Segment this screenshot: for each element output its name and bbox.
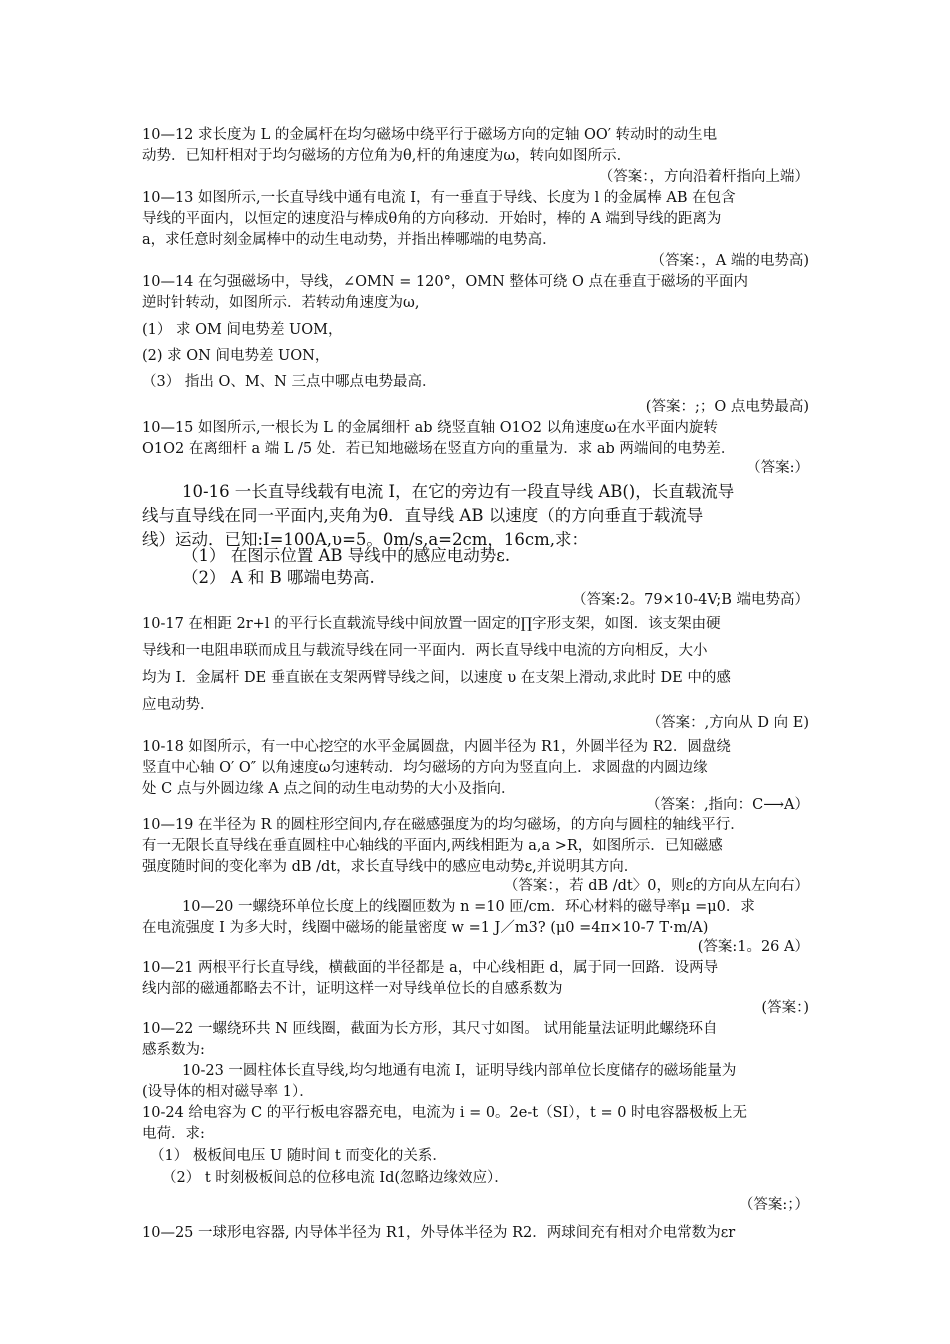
- text-line: （1） 在图示位置 AB 导线中的感应电动势ε.: [182, 546, 511, 565]
- text-line: 10-24 给电容为 C 的平行板电容器充电，电流为 i = 0。2e-t（SI），t = 0 时电容器极板上无: [142, 1105, 748, 1121]
- text-line: 10-16 一长直导线载有电流 I，在它的旁边有一段直导线 AB()，长直载流导: [182, 482, 735, 501]
- text-line: （1） 极板间电压 U 随时间 t 而变化的关系．: [150, 1148, 447, 1164]
- text-line: 逆时针转动，如图所示．若转动角速度为ω,: [142, 295, 420, 311]
- text-line: (1） 求 OM 间电势差 UOM，: [142, 322, 343, 338]
- text-line: 竖直中心轴 O′ O″ 以角速度ω匀速转动．均匀磁场的方向为竖直向上．求圆盘的内圆边缘: [142, 760, 708, 776]
- text-line: 10-17 在相距 2r+l 的平行长直载流导线中间放置一固定的∏字形支架，如图．该支架由硬: [142, 616, 721, 632]
- text-line: (2) 求 ON 间电势差 UON，: [142, 348, 330, 364]
- answer-line: （答案:；）: [738, 1197, 809, 1213]
- text-line: 10—20 一螺绕环单位长度上的线圈匝数为 n =10 匝/cm．环心材料的磁导率μ =μ0．求: [182, 899, 755, 915]
- text-line: 导线和一电阻串联而成且与载流导线在同一平面内．两长直导线中电流的方向相反，大小: [142, 643, 708, 659]
- text-line: 处 C 点与外圆边缘 A 点之间的动生电动势的大小及指向．: [142, 781, 516, 797]
- text-line: 导线的平面内，以恒定的速度沿与棒成θ角的方向移动．开始时，棒的 A 端到导线的距离为: [142, 211, 722, 227]
- text-line: 均为 I．金属杆 DE 垂直嵌在支架两臂导线之间，以速度 υ 在支架上滑动,求此时 DE 中的感: [142, 670, 731, 686]
- text-line: 10—15 如图所示,一根长为 L 的金属细杆 ab 绕竖直轴 O1O2 以角速度ω在水平面内旋转: [142, 420, 718, 436]
- text-line: 线与直导线在同一平面内,夹角为θ．直导线 AB 以速度（的方向垂直于载流导: [142, 506, 704, 525]
- text-line: 10—13 如图所示,一长直导线中通有电流 I，有一垂直于导线、长度为 l 的金属棒 AB 在包含: [142, 190, 736, 206]
- answer-line: (答案：;；O 点电势最高): [645, 399, 809, 415]
- text-line: 10-23 一圆柱体长直导线,均匀地通有电流 I，证明导线内部单位长度储存的磁场能量为: [182, 1063, 737, 1079]
- answer-line: (答案：): [761, 1000, 809, 1016]
- text-line: 电荷．求:: [142, 1126, 205, 1142]
- text-line: 10-18 如图所示，有一中心挖空的水平金属圆盘，内圆半径为 R1，外圆半径为 R2．圆盘绕: [142, 739, 731, 755]
- text-line: O1O2 在离细杆 a 端 L /5 处．若已知地磁场在竖直方向的重量为．求 ab 两端间的电势差．: [142, 441, 736, 457]
- answer-line: （答案：,方向从 D 向 E): [646, 715, 809, 731]
- text-line: 线内部的磁通都略去不计，证明这样一对导线单位长的自感系数为: [142, 981, 563, 997]
- text-line: 10—19 在半径为 R 的圆柱形空间内,存在磁感强度为的均匀磁场，的方向与圆柱的轴线平行．: [142, 817, 745, 833]
- text-line: 应电动势．: [142, 697, 215, 713]
- text-line: 10—14 在匀强磁场中，导线，∠OMN = 120°，OMN 整体可绕 O 点在垂直于磁场的平面内: [142, 274, 749, 290]
- answer-line: （答案:2。79×10-4V;B 端电势高）: [572, 592, 809, 608]
- text-line: 10—12 求长度为 L 的金属杆在均匀磁场中绕平行于磁场方向的定轴 OO′ 转动时的动生电: [142, 127, 718, 143]
- text-line: 强度随时间的变化率为 dB /dt，求长直导线中的感应电动势ε,并说明其方向．: [142, 859, 639, 875]
- text-line: 感系数为:: [142, 1042, 205, 1058]
- text-line: （2） t 时刻极板间总的位移电流 Id(忽略边缘效应）．: [162, 1170, 509, 1186]
- answer-line: (答案:1。26 A）: [697, 939, 809, 955]
- answer-line: （答案：，方向沿着杆指向上端）: [598, 169, 809, 185]
- text-line: 10—25 一球形电容器, 内导体半径为 R1，外导体半径为 R2．两球间充有相对介电常数为εr: [142, 1225, 736, 1241]
- text-line: 有一无限长直导线在垂直圆柱中心轴线的平面内,两线相距为 a,a >R，如图所示．已知磁感: [142, 838, 723, 854]
- answer-line: （答案：，若 dB /dt〉0，则ε的方向从左向右）: [503, 878, 809, 894]
- answer-line: （答案：，A 端的电势高): [650, 253, 809, 269]
- answer-line: （答案：,指向：C⟶A）: [646, 797, 809, 813]
- text-line: (设导体的相对磁导率 1）．: [142, 1084, 314, 1100]
- text-line: 10—22 一螺绕环共 N 匝线圈，截面为长方形，其尺寸如图。 试用能量法证明此螺绕环自: [142, 1021, 718, 1037]
- text-line: 10—21 两根平行长直导线，横截面的半径都是 a，中心线相距 d，属于同一回路．设两导: [142, 960, 719, 976]
- answer-line: （答案:）: [746, 460, 809, 476]
- text-line: 在电流强度 I 为多大时，线圈中磁场的能量密度 w =1 J／m3? (μ0 =4π×10-7 T·m/A): [142, 920, 709, 936]
- text-line: 线）运动．已知:I=100A,υ=5。0m/s,a=2cm，16cm,求：: [142, 530, 588, 549]
- text-line: （3） 指出 O、M、N 三点中哪点电势最高．: [142, 374, 437, 390]
- text-line: （2） A 和 B 哪端电势高.: [182, 568, 375, 587]
- text-line: a，求任意时刻金属棒中的动生电动势，并指出棒哪端的电势高．: [142, 232, 557, 248]
- text-line: 动势．已知杆相对于均匀磁场的方位角为θ,杆的角速度为ω，转向如图所示．: [142, 148, 632, 164]
